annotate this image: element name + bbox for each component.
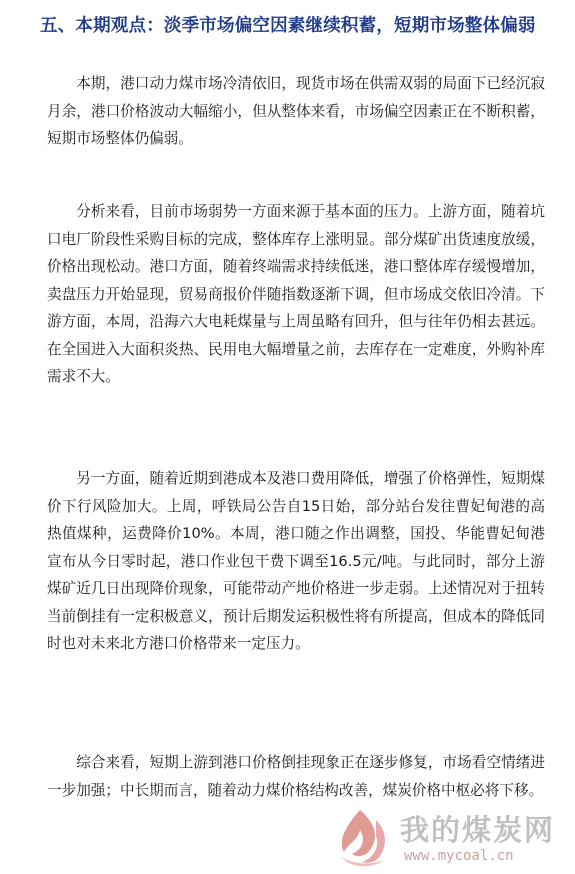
watermark <box>330 806 570 870</box>
paragraph-analysis: 分析来看，目前市场弱势一方面来源于基本面的压力。上游方面，随着坑口电厂阶段性采购目标的完成，整体库存上涨明显。部分煤矿出货速度放缓，价格出现松动。港口方面，随着终端需求持续低迷，港口整体库存缓慢增加，卖盘压力开始显现，贸易商报价伴随指数逐渐下调，但市场成交依旧冷清。下游方面，本周，沿海六大电耗煤量与上周虽略有回升，但与往年仍相去甚远。在全国进入大面积炎热、民用电大幅增量之前，去库存在一定难度，外购补库需求不大。 <box>47 203 545 385</box>
flame-logo-icon <box>330 806 396 870</box>
paragraph-conclusion: 综合来看，短期上游到港口价格倒挂现象正在逐步修复，市场看空情绪进一步加强；中长期而言，随着动力煤价格结构改善，煤炭价格中枢必将下移。 <box>47 754 545 799</box>
section-title: 五、本期观点：淡季市场偏空因素继续积蓄，短期市场整体偏弱 <box>40 16 536 36</box>
watermark-brand: 我的煤炭网 <box>400 813 556 847</box>
paragraph-cost-factors: 另一方面，随着近期到港成本及港口费用降低，增强了价格弹性，短期煤价下行风险加大。上周，呼铁局公告自15日始，部分站台发往曹妃甸港的高热值煤种，运费降价10%。本周，港口随之作出调整，国投、华能曹妃甸港宣布从今日零时起，港口作业包干费下调至16.5元/吨。与此同时，部分上游煤矿近几日出现降价现象，可能带动产地价格进一步走弱。上述情况对于扭转当前倒挂有一定积极意义，预计后期发运积极性将有所提高，但成本的降低同时也对未来北方港口价格带来一定压力。 <box>47 470 545 652</box>
paragraph-summary: 本期，港口动力煤市场冷清依旧，现货市场在供需双弱的局面下已经沉寂月余，港口价格波动大幅缩小，但从整体来看，市场偏空因素正在不断积蓄，短期市场整体仍偏弱。 <box>47 75 545 147</box>
watermark-url: www.mycoal.cn <box>404 848 514 864</box>
